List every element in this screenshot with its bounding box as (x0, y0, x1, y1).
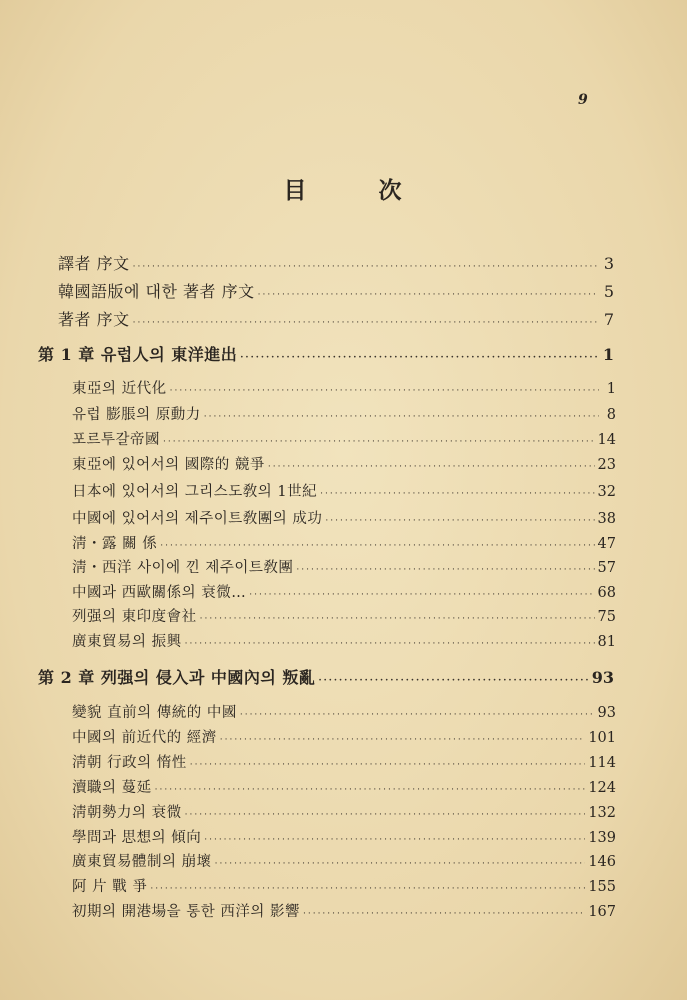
section-label: 學問과 思想의 傾向 (72, 830, 202, 846)
toc-section[interactable] (72, 631, 616, 653)
toc-section[interactable] (72, 901, 616, 923)
toc-section[interactable] (72, 777, 616, 799)
chapter-label: 第 2 章 列强의 侵入과 中國內의 叛亂 (38, 668, 316, 687)
section-page: 139 (588, 830, 616, 846)
leader-dots (303, 903, 585, 925)
toc-section[interactable] (72, 508, 616, 530)
title-char-2: 次 (378, 177, 404, 204)
section-label: 廣東貿易體制의 崩壞 (72, 854, 212, 870)
section-page: 14 (597, 432, 616, 448)
toc-section[interactable] (72, 378, 616, 400)
toc-section[interactable] (72, 876, 616, 898)
toc-section[interactable] (72, 557, 616, 579)
title-char-1: 目 (283, 177, 309, 204)
chapter-page: 1 (602, 345, 614, 364)
leader-dots (296, 559, 594, 581)
chapter-label: 第 1 章 유럽人의 東洋進出 (38, 345, 238, 364)
leader-dots (163, 431, 595, 453)
toc-section[interactable] (72, 606, 616, 628)
leader-dots (150, 878, 585, 900)
section-label: 淸・露 關 係 (72, 536, 158, 552)
toc-section[interactable] (72, 481, 616, 503)
section-label: 유럽 膨脹의 原動力 (72, 407, 201, 423)
section-label: 初期의 開港場을 통한 西洋의 影響 (72, 904, 300, 920)
section-page: 23 (597, 457, 616, 473)
section-page: 57 (597, 560, 616, 576)
leader-dots (320, 483, 594, 505)
toc-entry-label: 著者 序文 (58, 310, 130, 329)
leader-dots (249, 584, 594, 606)
leader-dots (258, 284, 597, 306)
section-page: 68 (597, 585, 616, 601)
toc-section[interactable] (72, 404, 616, 426)
section-label: 東亞에 있어서의 國際的 競爭 (72, 457, 265, 473)
leader-dots (325, 510, 594, 532)
section-label: 포르투갈帝國 (72, 432, 161, 448)
section-page: 32 (597, 484, 616, 500)
toc-entry-label: 譯者 序文 (58, 254, 130, 273)
section-page: 124 (588, 780, 616, 796)
leader-dots (215, 853, 586, 875)
leader-dots (220, 729, 586, 751)
toc-section[interactable] (72, 582, 616, 604)
leader-dots (240, 347, 597, 369)
toc-section[interactable] (72, 429, 616, 451)
leader-dots (185, 804, 586, 826)
toc-entry-page: 5 (603, 282, 614, 301)
toc-chapter-1[interactable] (38, 344, 614, 366)
section-label: 日本에 있어서의 그리스도敎의 1世紀 (72, 484, 318, 500)
page-number: 9 (578, 92, 588, 108)
section-label: 變貌 直前의 傳統的 中國 (72, 705, 237, 721)
toc-entry-label: 韓國語版에 대한 著者 序文 (58, 282, 255, 301)
section-page: 8 (606, 407, 616, 423)
leader-dots (240, 704, 595, 726)
leader-dots (160, 535, 594, 557)
section-label: 淸・西洋 사이에 낀 제주이트敎團 (72, 560, 294, 576)
section-label: 中國과 西歐關係의 衰微… (72, 585, 247, 601)
toc-chapter-2[interactable] (38, 667, 614, 689)
toc-section[interactable] (72, 851, 616, 873)
toc-entry-page: 3 (603, 254, 614, 273)
toc-entry-korean-edition-preface[interactable] (58, 281, 614, 303)
leader-dots (200, 608, 595, 630)
toc-section[interactable] (72, 702, 616, 724)
section-page: 75 (597, 609, 616, 625)
leader-dots (318, 670, 588, 692)
toc-section[interactable] (72, 454, 616, 476)
section-label: 廣東貿易의 振興 (72, 634, 182, 650)
leader-dots (170, 380, 599, 402)
section-page: 167 (588, 904, 616, 920)
section-page: 114 (588, 755, 616, 771)
section-page: 132 (588, 805, 616, 821)
section-label: 中國에 있어서의 제주이트敎團의 成功 (72, 511, 323, 527)
section-page: 81 (597, 634, 616, 650)
section-label: 瀆職의 蔓延 (72, 780, 152, 796)
section-label: 列强의 東印度會社 (72, 609, 197, 625)
toc-section[interactable] (72, 752, 616, 774)
leader-dots (204, 829, 585, 851)
section-label: 阿 片 戰 爭 (72, 879, 148, 895)
leader-dots (155, 779, 586, 801)
toc-section[interactable] (72, 802, 616, 824)
toc-entry-page: 7 (603, 310, 614, 329)
chapter-page: 93 (591, 668, 614, 687)
section-page: 155 (588, 879, 616, 895)
section-label: 淸朝勢力의 衰微 (72, 805, 182, 821)
leader-dots (190, 754, 586, 776)
leader-dots (204, 406, 599, 428)
leader-dots (133, 312, 597, 334)
toc-title (0, 172, 687, 205)
leader-dots (268, 456, 595, 478)
section-label: 中國의 前近代的 經濟 (72, 730, 217, 746)
toc-section[interactable] (72, 727, 616, 749)
toc-entry-translator-preface[interactable] (58, 253, 614, 275)
section-page: 47 (597, 536, 616, 552)
section-page: 38 (597, 511, 616, 527)
leader-dots (185, 633, 595, 655)
toc-section[interactable] (72, 827, 616, 849)
section-page: 146 (588, 854, 616, 870)
section-label: 淸朝 行政의 惰性 (72, 755, 187, 771)
toc-entry-author-preface[interactable] (58, 309, 614, 331)
leader-dots (133, 256, 597, 278)
toc-section[interactable] (72, 533, 616, 555)
section-page: 1 (606, 381, 616, 397)
section-page: 93 (597, 705, 616, 721)
section-label: 東亞의 近代化 (72, 381, 167, 397)
section-page: 101 (588, 730, 616, 746)
